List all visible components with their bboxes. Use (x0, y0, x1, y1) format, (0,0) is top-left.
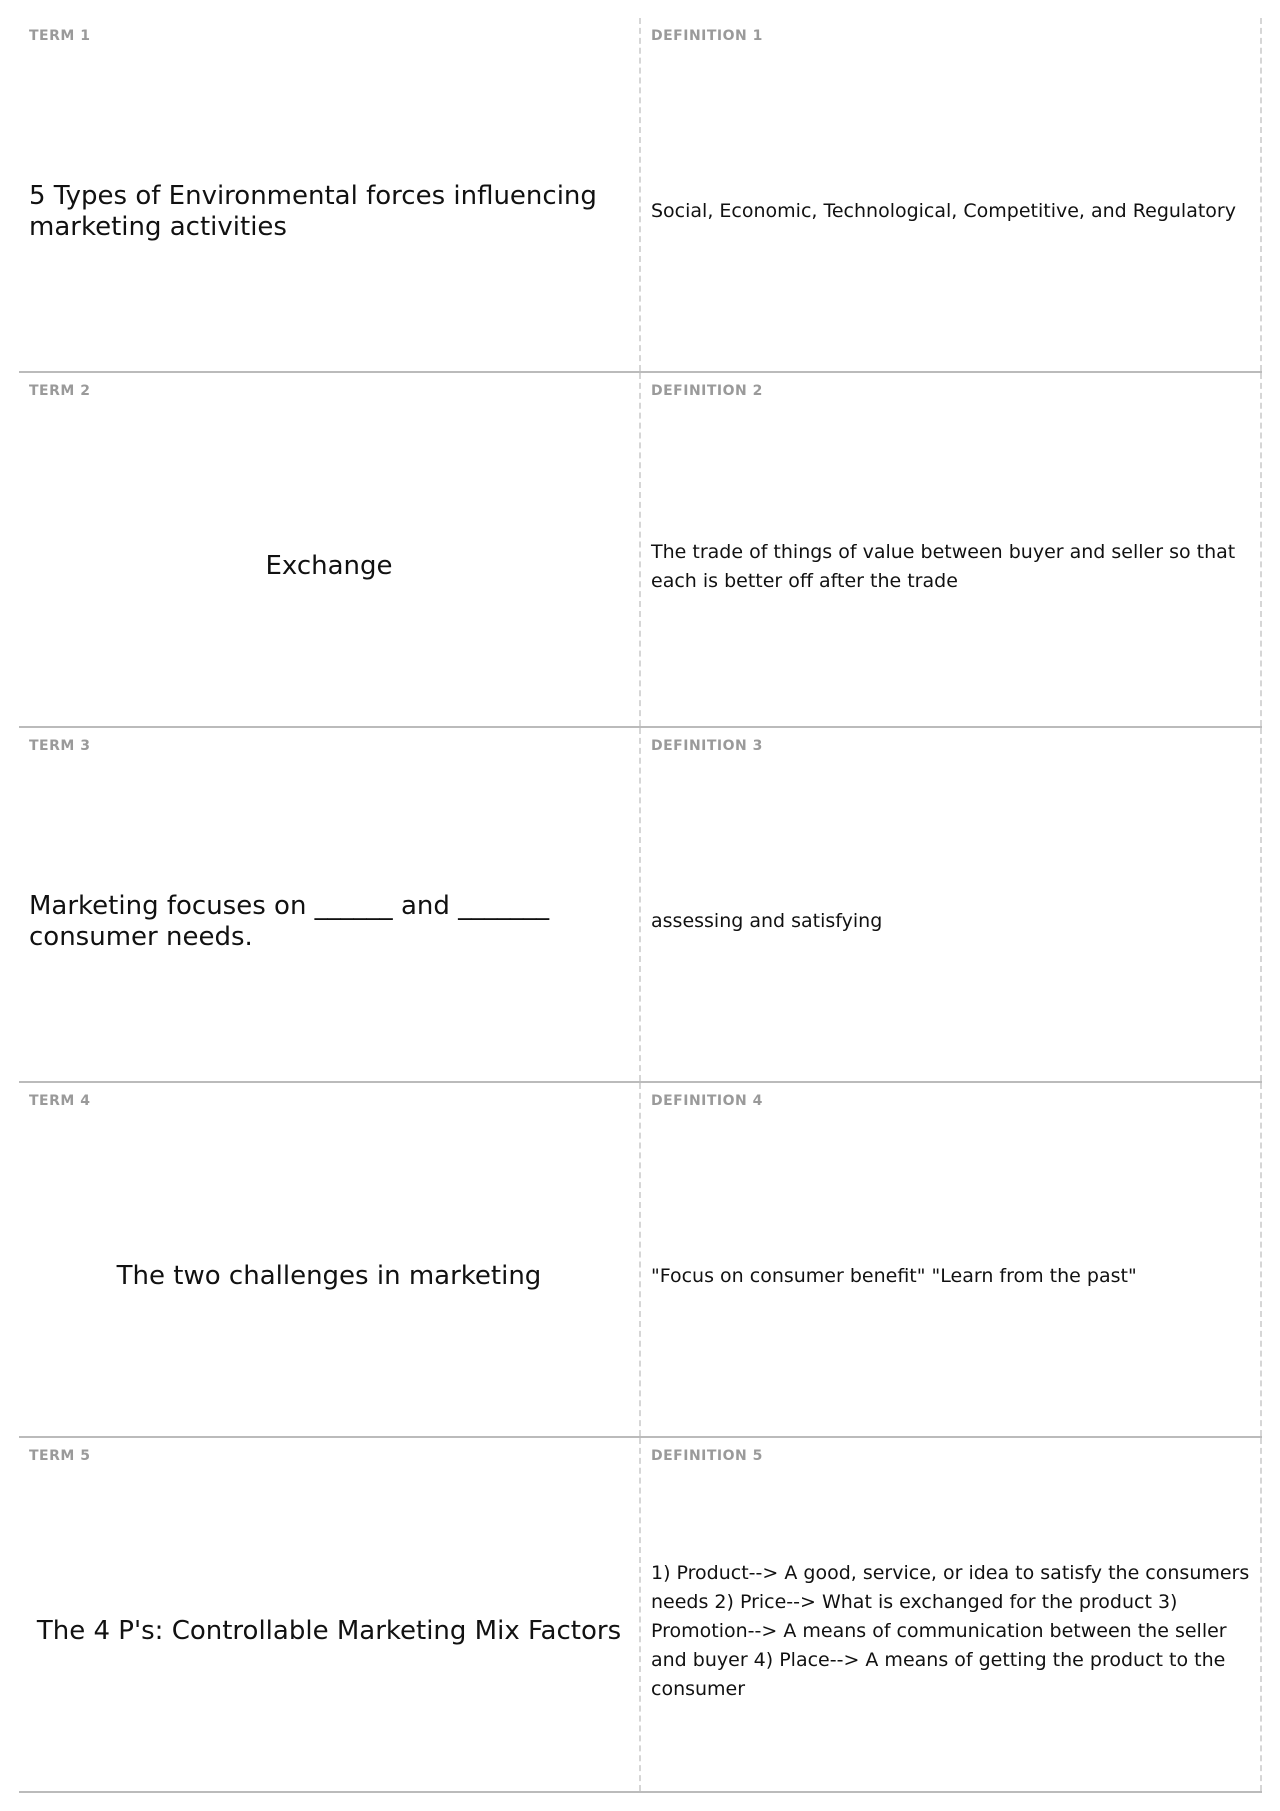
definition-text-5: 1) Product--> A good, service, or idea to satisfy the consumers needs 2) Price--> What is exchanged for the product 3) Promotion--> A means of communication between the seller and buyer 4) Place--> A means of getting the product to the consumer (651, 1562, 1250, 1700)
definition-label-4: DEFINITION 4 (651, 1093, 763, 1109)
definition-text-4: "Focus on consumer benefit" "Learn from the past" (651, 1265, 1137, 1287)
definition-cell-2 (641, 373, 1262, 726)
term-cell-3 (19, 728, 641, 1081)
card-row-2 (19, 373, 1262, 728)
term-label-1: TERM 1 (29, 28, 91, 44)
definition-text-3: assessing and satisfying (651, 910, 883, 932)
card-row-3 (19, 728, 1262, 1083)
definition-label-5: DEFINITION 5 (651, 1448, 763, 1464)
definition-text-2: The trade of things of value between buyer and seller so that each is better off after the trade (651, 540, 1236, 592)
flashcard-sheet (19, 18, 1262, 1793)
term-text-3: Marketing focuses on ______ and _______ consumer needs. (29, 890, 550, 952)
definition-body-2 (651, 407, 1254, 726)
term-body-3 (29, 762, 629, 1081)
definition-cell-5 (641, 1438, 1262, 1791)
term-label-3: TERM 3 (29, 738, 91, 754)
definition-label-2: DEFINITION 2 (651, 383, 763, 399)
definition-cell-4 (641, 1083, 1262, 1436)
term-label-2: TERM 2 (29, 383, 91, 399)
term-label-5: TERM 5 (29, 1448, 91, 1464)
definition-cell-1 (641, 18, 1262, 371)
definition-body-4 (651, 1117, 1254, 1436)
term-text-5: The 4 P's: Controllable Marketing Mix Factors (36, 1616, 622, 1646)
card-row-4 (19, 1083, 1262, 1438)
term-text-4: The two challenges in marketing (116, 1261, 542, 1291)
card-row-5 (19, 1438, 1262, 1793)
definition-body-1 (651, 52, 1254, 371)
term-cell-2 (19, 373, 641, 726)
term-cell-5 (19, 1438, 641, 1791)
term-cell-1 (19, 18, 641, 371)
term-body-4 (29, 1117, 629, 1436)
term-body-1 (29, 52, 629, 371)
definition-text-1: Social, Economic, Technological, Competitive, and Regulatory (651, 200, 1236, 222)
term-body-5 (29, 1472, 629, 1791)
card-row-1 (19, 18, 1262, 373)
term-text-2: Exchange (265, 551, 393, 581)
definition-body-3 (651, 762, 1254, 1081)
definition-label-3: DEFINITION 3 (651, 738, 763, 754)
term-label-4: TERM 4 (29, 1093, 91, 1109)
definition-body-5 (651, 1472, 1254, 1791)
definition-cell-3 (641, 728, 1262, 1081)
term-text-1: 5 Types of Environmental forces influencing marketing activities (29, 180, 597, 242)
term-body-2 (29, 407, 629, 726)
term-cell-4 (19, 1083, 641, 1436)
definition-label-1: DEFINITION 1 (651, 28, 763, 44)
